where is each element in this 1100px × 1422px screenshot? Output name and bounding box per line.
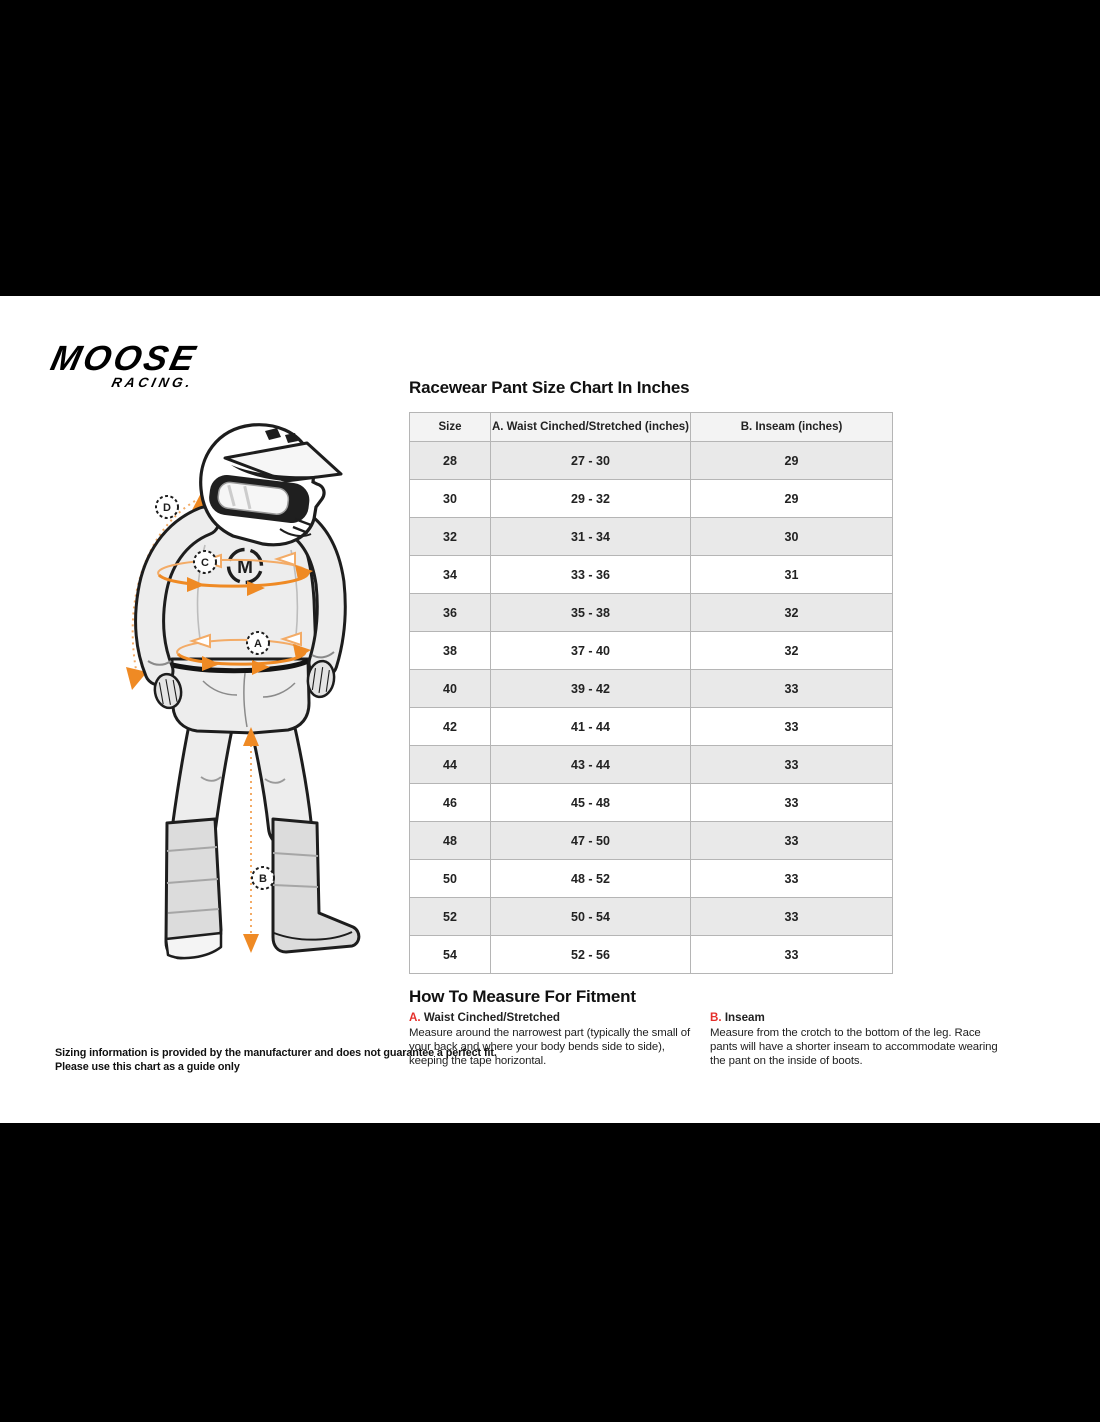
arrow-down-icon <box>243 934 259 953</box>
column-header-inseam: B. Inseam (inches) <box>691 413 893 442</box>
table-row <box>410 594 893 632</box>
howto-heading: How To Measure For Fitment <box>409 987 636 1006</box>
table-row <box>410 518 893 556</box>
table-cell: 40 <box>410 670 491 708</box>
table-row <box>410 898 893 936</box>
table-cell: 35 - 38 <box>491 594 691 632</box>
rider-illustration-svg <box>55 415 395 975</box>
svg-text:D: D <box>163 502 171 514</box>
measure-waist-label: Waist Cinched/Stretched <box>423 1011 560 1024</box>
table-cell: 32 <box>410 518 491 556</box>
table-cell: 50 - 54 <box>491 898 691 936</box>
logo-word-racing: RACING. <box>110 374 196 390</box>
svg-text:C: C <box>201 557 209 569</box>
pants-hips <box>172 659 309 733</box>
table-cell: 45 - 48 <box>491 784 691 822</box>
table-row <box>410 936 893 974</box>
measure-label-a <box>247 632 269 654</box>
top-letterbox-bar <box>0 0 1100 296</box>
size-table-body <box>410 442 893 974</box>
table-cell: 48 <box>410 822 491 860</box>
table-cell: 37 - 40 <box>491 632 691 670</box>
table-row <box>410 556 893 594</box>
table-cell: 29 <box>691 480 893 518</box>
table-cell: 41 - 44 <box>491 708 691 746</box>
table-cell: 33 <box>691 708 893 746</box>
disclaimer-line-1: Sizing information is provided by the manufacturer and does not guarantee a perfect fit. <box>55 1047 497 1059</box>
measure-label-b <box>252 867 274 889</box>
table-cell: 50 <box>410 860 491 898</box>
measure-waist-text: Measure around the narrowest part (typically the small of your back and where your body bends side to side), keeping the tape horizontal. <box>409 1027 691 1068</box>
table-row <box>410 784 893 822</box>
table-cell: 32 <box>691 632 893 670</box>
table-cell: 29 - 32 <box>491 480 691 518</box>
table-cell: 33 <box>691 898 893 936</box>
table-cell: 44 <box>410 746 491 784</box>
measure-inseam-label: Inseam <box>724 1011 765 1024</box>
table-row <box>410 632 893 670</box>
measure-label-d <box>156 496 178 518</box>
table-row <box>410 708 893 746</box>
logo-word-moose: MOOSE <box>47 339 202 378</box>
table-row <box>410 442 893 480</box>
measure-label-c <box>194 551 216 573</box>
svg-text:A: A <box>254 638 262 650</box>
table-cell: 33 - 36 <box>491 556 691 594</box>
table-cell: 46 <box>410 784 491 822</box>
table-cell: 33 <box>691 860 893 898</box>
disclaimer-text <box>55 1046 497 1074</box>
table-cell: 32 <box>691 594 893 632</box>
table-cell: 33 <box>691 822 893 860</box>
column-header-waist: A. Waist Cinched/Stretched (inches) <box>491 413 691 442</box>
table-cell: 52 - 56 <box>491 936 691 974</box>
table-cell: 47 - 50 <box>491 822 691 860</box>
table-row <box>410 670 893 708</box>
moose-racing-logo <box>44 339 202 390</box>
table-row <box>410 480 893 518</box>
table-row <box>410 822 893 860</box>
measure-inseam-prefix: B. <box>710 1011 722 1024</box>
measure-inseam-title <box>710 1011 1008 1024</box>
column-header-size: Size <box>410 413 491 442</box>
table-cell: 28 <box>410 442 491 480</box>
table-cell: 38 <box>410 632 491 670</box>
table-cell: 33 <box>691 936 893 974</box>
table-cell: 30 <box>691 518 893 556</box>
table-row <box>410 746 893 784</box>
measure-instruction-inseam <box>710 1011 1008 1068</box>
rider-illustration <box>55 415 395 975</box>
table-cell: 52 <box>410 898 491 936</box>
table-row <box>410 860 893 898</box>
table-cell: 34 <box>410 556 491 594</box>
measure-inseam-text: Measure from the crotch to the bottom of the leg. Race pants will have a shorter inseam to accommodate wearing the pant on the inside of boots. <box>710 1027 998 1068</box>
measure-waist-prefix: A. <box>409 1011 421 1024</box>
table-cell: 31 <box>691 556 893 594</box>
monogram-letter: M <box>237 557 253 578</box>
table-cell: 48 - 52 <box>491 860 691 898</box>
svg-text:B: B <box>259 873 267 885</box>
table-cell: 43 - 44 <box>491 746 691 784</box>
table-cell: 29 <box>691 442 893 480</box>
disclaimer-line-2: Please use this chart as a guide only <box>55 1061 240 1074</box>
table-cell: 33 <box>691 670 893 708</box>
size-chart-title: Racewear Pant Size Chart In Inches <box>409 378 690 397</box>
table-cell: 54 <box>410 936 491 974</box>
table-cell: 39 - 42 <box>491 670 691 708</box>
measure-waist-title <box>409 1011 707 1024</box>
table-cell: 42 <box>410 708 491 746</box>
table-cell: 30 <box>410 480 491 518</box>
table-cell: 33 <box>691 784 893 822</box>
table-cell: 31 - 34 <box>491 518 691 556</box>
table-cell: 33 <box>691 746 893 784</box>
table-cell: 36 <box>410 594 491 632</box>
size-chart-table <box>409 412 893 974</box>
table-header-row <box>410 413 893 442</box>
bottom-letterbox-bar <box>0 1123 1100 1422</box>
table-cell: 27 - 30 <box>491 442 691 480</box>
